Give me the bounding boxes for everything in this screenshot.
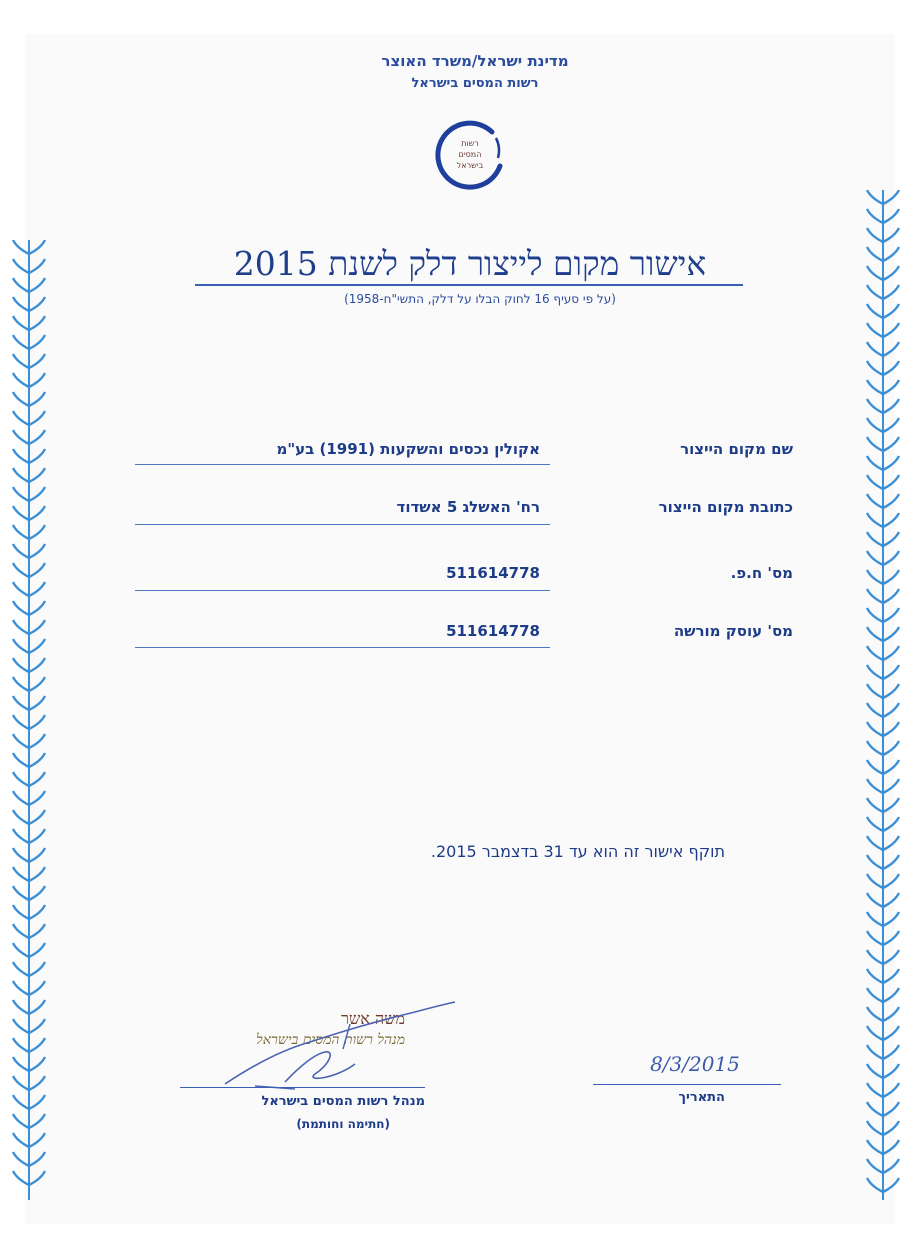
border-leaf xyxy=(13,639,29,653)
signer-note: (חתימה וחותמת) xyxy=(296,1117,390,1131)
border-leaf xyxy=(13,1057,29,1071)
handwritten-date: 8/3/2015 xyxy=(650,1052,740,1076)
border-leaf xyxy=(867,1159,883,1173)
border-leaf xyxy=(883,798,899,812)
border-leaf xyxy=(883,665,899,679)
border-leaf xyxy=(13,1076,29,1090)
border-leaf xyxy=(867,1121,883,1135)
border-leaf xyxy=(29,1171,45,1185)
border-leaf xyxy=(29,1019,45,1033)
border-leaf xyxy=(883,969,899,983)
border-leaf xyxy=(883,1083,899,1097)
border-leaf xyxy=(883,285,899,299)
border-leaf xyxy=(13,753,29,767)
border-leaf xyxy=(29,506,45,520)
border-leaf xyxy=(867,475,883,489)
border-leaf xyxy=(883,722,899,736)
border-leaf xyxy=(13,658,29,672)
border-leaf xyxy=(29,753,45,767)
border-leaf xyxy=(13,1038,29,1052)
border-leaf xyxy=(29,601,45,615)
border-leaf xyxy=(883,703,899,717)
tax-authority-seal xyxy=(430,118,510,194)
border-leaf xyxy=(867,1140,883,1154)
border-leaf xyxy=(29,620,45,634)
signature-line xyxy=(180,1087,425,1088)
border-leaf xyxy=(13,468,29,482)
border-leaf xyxy=(883,418,899,432)
border-leaf xyxy=(867,1083,883,1097)
border-leaf xyxy=(883,266,899,280)
border-leaf xyxy=(867,703,883,717)
border-leaf xyxy=(883,1159,899,1173)
border-leaf xyxy=(883,950,899,964)
title-underline xyxy=(195,284,743,286)
border-leaf xyxy=(13,962,29,976)
border-leaf xyxy=(867,893,883,907)
border-leaf xyxy=(883,1121,899,1135)
border-leaf xyxy=(883,988,899,1002)
border-leaf xyxy=(13,297,29,311)
border-leaf xyxy=(883,380,899,394)
border-leaf xyxy=(867,342,883,356)
border-leaf xyxy=(13,791,29,805)
border-leaf xyxy=(883,494,899,508)
seal-text-2: המסים xyxy=(458,150,482,159)
border-leaf xyxy=(867,684,883,698)
border-leaf xyxy=(867,931,883,945)
border-leaf xyxy=(13,696,29,710)
border-leaf xyxy=(13,677,29,691)
border-leaf xyxy=(29,1114,45,1128)
decorative-border-right xyxy=(858,190,908,1200)
border-leaf xyxy=(883,855,899,869)
border-leaf xyxy=(29,867,45,881)
border-leaf xyxy=(883,893,899,907)
field-label-plant-name: שם מקום הייצור xyxy=(680,440,793,458)
border-leaf xyxy=(867,532,883,546)
border-leaf xyxy=(867,608,883,622)
border-leaf xyxy=(883,1026,899,1040)
decorative-border-left xyxy=(6,240,52,1200)
border-leaf xyxy=(13,430,29,444)
border-leaf xyxy=(29,696,45,710)
border-leaf xyxy=(867,646,883,660)
border-leaf xyxy=(883,304,899,318)
border-leaf xyxy=(883,1045,899,1059)
border-leaf xyxy=(29,335,45,349)
border-leaf xyxy=(13,1000,29,1014)
border-leaf xyxy=(883,1178,899,1192)
border-leaf xyxy=(29,468,45,482)
border-leaf xyxy=(29,316,45,330)
border-leaf xyxy=(29,981,45,995)
border-leaf xyxy=(867,912,883,926)
border-leaf xyxy=(29,734,45,748)
border-leaf xyxy=(29,1152,45,1166)
border-leaf xyxy=(13,601,29,615)
border-leaf xyxy=(867,836,883,850)
border-leaf xyxy=(867,874,883,888)
border-leaf xyxy=(867,1064,883,1078)
field-underline-plant-address xyxy=(135,524,550,525)
border-leaf xyxy=(867,399,883,413)
border-leaf xyxy=(29,354,45,368)
seal-text-1: רשות xyxy=(461,139,479,148)
border-leaf xyxy=(883,570,899,584)
border-leaf xyxy=(13,1019,29,1033)
border-leaf xyxy=(883,931,899,945)
border-leaf xyxy=(13,1114,29,1128)
border-leaf xyxy=(29,1133,45,1147)
field-value-licensed-dealer: 511614778 xyxy=(446,622,540,640)
border-leaf xyxy=(13,734,29,748)
signer-title: מנהל רשות המסים בישראל xyxy=(261,1094,425,1109)
border-leaf xyxy=(29,715,45,729)
document-title: אישור מקום לייצור דלק לשנת 2015 xyxy=(233,244,707,283)
border-leaf xyxy=(867,228,883,242)
border-leaf xyxy=(29,639,45,653)
border-leaf xyxy=(883,1102,899,1116)
border-leaf xyxy=(867,1178,883,1192)
border-leaf xyxy=(29,240,45,254)
border-leaf xyxy=(29,1038,45,1052)
border-leaf xyxy=(29,772,45,786)
border-leaf xyxy=(13,316,29,330)
border-leaf xyxy=(883,779,899,793)
border-leaf xyxy=(867,361,883,375)
border-leaf xyxy=(13,582,29,596)
certificate-page xyxy=(25,34,895,1224)
border-leaf xyxy=(29,259,45,273)
header-ministry: מדינת ישראל/משרד האוצר xyxy=(381,52,569,70)
border-leaf xyxy=(13,981,29,995)
border-leaf xyxy=(867,798,883,812)
border-leaf xyxy=(29,1000,45,1014)
border-leaf xyxy=(867,551,883,565)
border-leaf xyxy=(29,582,45,596)
field-underline-company-number xyxy=(135,590,550,591)
field-label-licensed-dealer: מס' עוסק מורשה xyxy=(673,622,793,640)
border-leaf xyxy=(883,836,899,850)
border-leaf xyxy=(883,912,899,926)
border-leaf xyxy=(867,1007,883,1021)
border-leaf xyxy=(13,1133,29,1147)
border-leaf xyxy=(29,829,45,843)
border-leaf xyxy=(883,760,899,774)
border-leaf xyxy=(883,551,899,565)
validity-statement: תוקף אישור זה הוא עד 31 בדצמבר 2015. xyxy=(430,842,725,861)
border-leaf xyxy=(867,817,883,831)
border-leaf xyxy=(29,924,45,938)
border-leaf xyxy=(13,924,29,938)
border-leaf xyxy=(29,297,45,311)
border-leaf xyxy=(867,304,883,318)
border-leaf xyxy=(867,1102,883,1116)
border-leaf xyxy=(13,240,29,254)
border-leaf xyxy=(29,848,45,862)
document-subtitle: (על פי סעיף 16 לחוק הבלו על דלק, התשי"ח-1958) xyxy=(344,292,616,306)
border-leaf xyxy=(13,905,29,919)
border-leaf xyxy=(29,886,45,900)
border-leaf xyxy=(867,741,883,755)
border-leaf xyxy=(13,392,29,406)
border-leaf xyxy=(867,627,883,641)
field-label-plant-address: כתובת מקום הייצור xyxy=(658,498,793,516)
border-leaf xyxy=(867,988,883,1002)
border-leaf xyxy=(13,449,29,463)
border-leaf xyxy=(13,259,29,273)
border-leaf xyxy=(883,513,899,527)
border-leaf xyxy=(13,848,29,862)
border-leaf xyxy=(29,791,45,805)
field-value-plant-name: אקולין נכסים והשקעות (1991) בע"מ xyxy=(276,440,540,458)
border-leaf xyxy=(883,608,899,622)
border-leaf xyxy=(883,399,899,413)
border-leaf xyxy=(867,418,883,432)
border-leaf xyxy=(867,380,883,394)
border-leaf xyxy=(13,544,29,558)
field-value-company-number: 511614778 xyxy=(446,564,540,582)
border-leaf xyxy=(13,1171,29,1185)
field-label-company-number: מס' ח.פ. xyxy=(730,564,793,582)
border-leaf xyxy=(867,855,883,869)
border-leaf xyxy=(13,943,29,957)
border-leaf xyxy=(29,411,45,425)
border-leaf xyxy=(13,1095,29,1109)
border-leaf xyxy=(867,247,883,261)
border-leaf xyxy=(867,190,883,204)
border-leaf xyxy=(13,373,29,387)
border-leaf xyxy=(883,1064,899,1078)
border-leaf xyxy=(883,456,899,470)
border-leaf xyxy=(29,525,45,539)
border-leaf xyxy=(883,323,899,337)
border-leaf xyxy=(867,437,883,451)
border-leaf xyxy=(13,620,29,634)
border-leaf xyxy=(883,684,899,698)
border-leaf xyxy=(867,589,883,603)
border-leaf xyxy=(883,589,899,603)
border-leaf xyxy=(29,392,45,406)
border-leaf xyxy=(29,1057,45,1071)
border-leaf xyxy=(29,677,45,691)
border-leaf xyxy=(883,646,899,660)
border-leaf xyxy=(883,247,899,261)
date-label: התאריך xyxy=(678,1090,725,1105)
border-leaf xyxy=(867,494,883,508)
stamp-title: מנהל רשות המסים בישראל xyxy=(256,1032,405,1048)
border-leaf xyxy=(867,323,883,337)
border-leaf xyxy=(883,1007,899,1021)
border-leaf xyxy=(883,228,899,242)
border-leaf xyxy=(883,190,899,204)
stamp-name: משה אשר xyxy=(341,1009,405,1028)
border-leaf xyxy=(883,437,899,451)
border-leaf xyxy=(29,905,45,919)
handwritten-signature xyxy=(215,994,475,1094)
border-leaf xyxy=(29,943,45,957)
border-leaf xyxy=(13,354,29,368)
border-leaf xyxy=(13,487,29,501)
border-leaf xyxy=(883,532,899,546)
border-leaf xyxy=(867,209,883,223)
seal-text-3: בישראל xyxy=(456,161,484,170)
field-underline-licensed-dealer xyxy=(135,647,550,648)
border-leaf xyxy=(29,962,45,976)
border-leaf xyxy=(883,627,899,641)
border-leaf xyxy=(29,430,45,444)
border-leaf xyxy=(29,810,45,824)
header-authority: רשות המסים בישראל xyxy=(411,76,539,91)
border-leaf xyxy=(867,969,883,983)
border-leaf xyxy=(13,829,29,843)
date-line xyxy=(593,1084,781,1085)
border-leaf xyxy=(883,475,899,489)
field-underline-plant-name xyxy=(135,464,550,465)
border-leaf xyxy=(867,266,883,280)
border-leaf xyxy=(13,278,29,292)
border-leaf xyxy=(867,722,883,736)
field-value-plant-address: רח' האשלג 5 אשדוד xyxy=(396,498,540,516)
border-leaf xyxy=(867,1026,883,1040)
border-leaf xyxy=(867,570,883,584)
border-leaf xyxy=(13,563,29,577)
border-leaf xyxy=(883,361,899,375)
border-leaf xyxy=(883,741,899,755)
border-leaf xyxy=(867,950,883,964)
border-leaf xyxy=(13,525,29,539)
border-leaf xyxy=(29,278,45,292)
border-leaf xyxy=(13,1152,29,1166)
border-leaf xyxy=(867,760,883,774)
border-leaf xyxy=(883,817,899,831)
border-leaf xyxy=(867,665,883,679)
border-leaf xyxy=(13,335,29,349)
border-leaf xyxy=(867,513,883,527)
border-leaf xyxy=(29,1095,45,1109)
border-leaf xyxy=(13,715,29,729)
border-leaf xyxy=(13,411,29,425)
border-leaf xyxy=(29,563,45,577)
border-leaf xyxy=(13,810,29,824)
border-leaf xyxy=(867,285,883,299)
border-leaf xyxy=(883,1140,899,1154)
border-leaf xyxy=(29,449,45,463)
border-leaf xyxy=(29,544,45,558)
border-leaf xyxy=(867,456,883,470)
border-leaf xyxy=(29,1076,45,1090)
border-leaf xyxy=(13,867,29,881)
border-leaf xyxy=(13,886,29,900)
border-leaf xyxy=(29,658,45,672)
border-leaf xyxy=(867,779,883,793)
border-leaf xyxy=(883,874,899,888)
border-leaf xyxy=(29,373,45,387)
border-leaf xyxy=(867,1045,883,1059)
border-leaf xyxy=(13,506,29,520)
border-leaf xyxy=(29,487,45,501)
border-leaf xyxy=(883,209,899,223)
border-leaf xyxy=(883,342,899,356)
border-leaf xyxy=(13,772,29,786)
